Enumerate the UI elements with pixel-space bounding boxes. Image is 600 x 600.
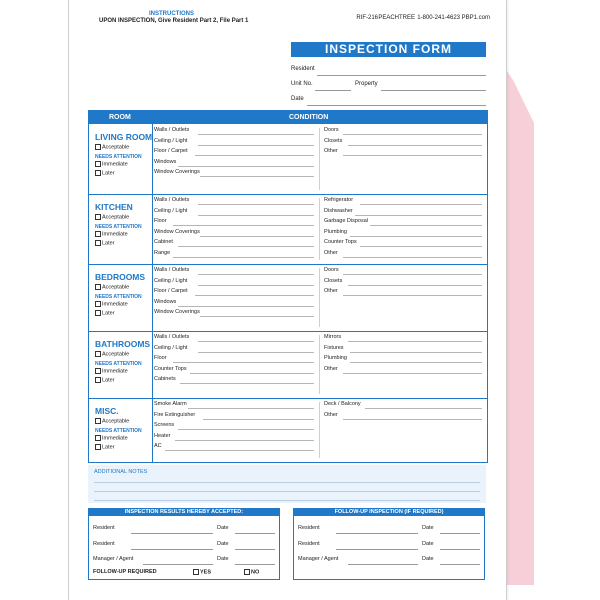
checkbox-icon bbox=[95, 351, 101, 357]
notes-line bbox=[94, 482, 480, 483]
condition-item-label: Walls / Outlets bbox=[154, 127, 190, 133]
condition-item-line bbox=[173, 225, 315, 226]
later-checkbox[interactable] bbox=[95, 170, 115, 176]
room-row bbox=[89, 331, 487, 399]
option-label: Immediate bbox=[102, 368, 128, 375]
condition-item-line bbox=[198, 134, 315, 135]
condition-item-line bbox=[360, 246, 482, 247]
signature-row[interactable] bbox=[298, 525, 480, 534]
condition-item-line bbox=[350, 352, 482, 353]
condition-item-label: Fire Extinguisher bbox=[154, 411, 196, 418]
acceptable-checkbox[interactable] bbox=[95, 214, 129, 220]
no-label: NO bbox=[251, 569, 260, 576]
condition-item[interactable] bbox=[154, 159, 314, 167]
option-label: Acceptable bbox=[102, 144, 130, 151]
condition-item[interactable] bbox=[154, 148, 314, 156]
option-label: Later bbox=[102, 444, 115, 451]
condition-item-line bbox=[200, 236, 314, 237]
unit-label: Unit No. bbox=[291, 81, 313, 87]
condition-item-line bbox=[198, 352, 315, 353]
condition-item-line bbox=[343, 373, 483, 374]
condition-item-label: Smoke Alarm bbox=[154, 401, 187, 407]
condition-item-label: Other bbox=[324, 250, 338, 256]
later-checkbox[interactable] bbox=[95, 444, 115, 450]
option-label: Immediate bbox=[102, 161, 128, 168]
condition-item[interactable] bbox=[324, 267, 482, 275]
option-label: Later bbox=[102, 170, 115, 177]
date-label: Date bbox=[291, 96, 304, 102]
notes-line bbox=[94, 491, 480, 492]
condition-item-label: Counter Tops bbox=[154, 365, 187, 372]
date-label: Date bbox=[217, 556, 229, 562]
condition-item-label: AC bbox=[154, 443, 162, 450]
room-name: LIVING ROOM bbox=[95, 132, 153, 142]
signature-row[interactable] bbox=[93, 541, 275, 550]
condition-column-separator bbox=[319, 268, 320, 327]
condition-item-label: Window Coverings bbox=[154, 169, 200, 176]
signature-label: Resident bbox=[298, 525, 320, 531]
instructions-label: INSTRUCTIONS bbox=[149, 11, 194, 17]
condition-item-label: Walls / Outlets bbox=[154, 197, 190, 203]
room-row bbox=[89, 264, 487, 332]
condition-item-label: Window Coverings bbox=[154, 309, 200, 316]
option-label: Acceptable bbox=[102, 284, 130, 291]
condition-item-label: Floor bbox=[154, 218, 167, 225]
property-line bbox=[381, 90, 486, 91]
condition-item[interactable] bbox=[324, 366, 482, 374]
condition-item-line bbox=[343, 419, 483, 420]
condition-item-line bbox=[343, 257, 483, 258]
condition-item[interactable] bbox=[154, 376, 314, 384]
condition-item[interactable] bbox=[154, 288, 314, 296]
condition-item-line bbox=[198, 341, 315, 342]
condition-item[interactable] bbox=[324, 208, 482, 216]
no-checkbox[interactable] bbox=[244, 569, 259, 575]
condition-item[interactable] bbox=[154, 366, 314, 374]
condition-column-separator bbox=[319, 335, 320, 394]
condition-item[interactable] bbox=[154, 334, 314, 342]
condition-item-label: Walls / Outlets bbox=[154, 334, 190, 340]
signature-row[interactable] bbox=[93, 556, 275, 565]
needs-attention-label: NEEDS ATTENTION bbox=[95, 154, 142, 160]
inspection-accepted-box bbox=[88, 508, 280, 580]
condition-item[interactable] bbox=[324, 197, 482, 205]
option-label: Immediate bbox=[102, 435, 128, 442]
brand-name: PEACHTREE bbox=[378, 15, 415, 21]
condition-item-line bbox=[195, 295, 314, 296]
option-label: Later bbox=[102, 310, 115, 317]
condition-item[interactable] bbox=[154, 229, 314, 237]
checkbox-icon bbox=[95, 170, 101, 176]
immediate-checkbox[interactable] bbox=[95, 161, 128, 167]
condition-item[interactable] bbox=[154, 443, 314, 451]
checkbox-icon bbox=[95, 435, 101, 441]
date-line bbox=[307, 105, 486, 106]
later-checkbox[interactable] bbox=[95, 310, 115, 316]
needs-attention-label: NEEDS ATTENTION bbox=[95, 294, 142, 300]
condition-item-label: Counter Tops bbox=[324, 239, 357, 246]
condition-item-line bbox=[365, 408, 482, 409]
condition-item-line bbox=[348, 285, 483, 286]
checkbox-icon bbox=[95, 310, 101, 316]
condition-item[interactable] bbox=[324, 218, 482, 226]
unit-line bbox=[315, 90, 351, 91]
condition-item[interactable] bbox=[154, 412, 314, 420]
date-line bbox=[235, 564, 275, 565]
condition-item[interactable] bbox=[324, 148, 482, 156]
condition-item-line bbox=[175, 440, 314, 441]
date-label: Date bbox=[422, 556, 434, 562]
checkbox-icon bbox=[95, 444, 101, 450]
condition-item-label: Deck / Balcony bbox=[324, 401, 361, 407]
checkbox-icon bbox=[95, 144, 101, 150]
signature-label: Resident bbox=[93, 525, 115, 531]
condition-column-separator bbox=[319, 402, 320, 458]
followup-required-label: FOLLOW-UP REQUIRED bbox=[93, 569, 157, 575]
condition-item-label: Plumbing bbox=[324, 228, 347, 235]
condition-item[interactable] bbox=[324, 334, 482, 342]
room-row bbox=[89, 124, 487, 195]
condition-item-line bbox=[190, 373, 314, 374]
condition-item-label: Cabinet bbox=[154, 239, 173, 246]
condition-item[interactable] bbox=[324, 229, 482, 237]
checkbox-icon bbox=[95, 161, 101, 167]
signature-line bbox=[131, 549, 213, 550]
condition-item-label: Ceiling / Light bbox=[154, 207, 188, 214]
needs-attention-label: NEEDS ATTENTION bbox=[95, 428, 142, 434]
checkbox-icon bbox=[95, 377, 101, 383]
later-checkbox[interactable] bbox=[95, 377, 115, 383]
condition-item[interactable] bbox=[324, 127, 482, 135]
immediate-checkbox[interactable] bbox=[95, 368, 128, 374]
checkbox-icon bbox=[95, 418, 101, 424]
acceptable-checkbox[interactable] bbox=[95, 144, 129, 150]
date-line bbox=[440, 533, 480, 534]
notes-label: ADDITIONAL NOTES bbox=[94, 469, 148, 475]
room-name: MISC. bbox=[95, 406, 119, 416]
condition-item-label: Other bbox=[324, 365, 338, 372]
condition-item-line bbox=[198, 145, 315, 146]
condition-item-label: Dishwasher bbox=[324, 207, 353, 214]
condition-item[interactable] bbox=[154, 127, 314, 135]
signature-row[interactable] bbox=[298, 556, 480, 565]
website: PBP1.com bbox=[461, 15, 490, 21]
signature-row[interactable] bbox=[93, 525, 275, 534]
option-label: Acceptable bbox=[102, 418, 130, 425]
signature-label: Resident bbox=[298, 541, 320, 547]
condition-item-label: Windows bbox=[154, 298, 177, 305]
condition-item[interactable] bbox=[154, 355, 314, 363]
condition-item[interactable] bbox=[154, 433, 314, 441]
accepted-title: INSPECTION RESULTS HEREBY ACCEPTED: bbox=[89, 509, 279, 516]
option-label: Immediate bbox=[102, 301, 128, 308]
acceptable-checkbox[interactable] bbox=[95, 284, 129, 290]
date-line bbox=[235, 533, 275, 534]
immediate-checkbox[interactable] bbox=[95, 435, 128, 441]
signature-label: Resident bbox=[93, 541, 115, 547]
condition-item[interactable] bbox=[154, 197, 314, 205]
condition-item-label: Closets bbox=[324, 277, 343, 284]
condition-item-label: Window Coverings bbox=[154, 228, 200, 235]
condition-item[interactable] bbox=[154, 299, 314, 307]
condition-item-label: Doors bbox=[324, 267, 339, 273]
resident-label: Resident bbox=[291, 66, 315, 72]
signature-line bbox=[143, 564, 213, 565]
condition-item-line bbox=[173, 257, 315, 258]
condition-item-line bbox=[178, 246, 315, 247]
condition-item[interactable] bbox=[154, 401, 314, 409]
signature-row[interactable] bbox=[298, 541, 480, 550]
followup-title: FOLLOW-UP INSPECTION (IF REQUIRED) bbox=[294, 509, 484, 516]
condition-item-label: Ceiling / Light bbox=[154, 137, 188, 144]
needs-attention-label: NEEDS ATTENTION bbox=[95, 361, 142, 367]
condition-item-line bbox=[343, 274, 483, 275]
acceptable-checkbox[interactable] bbox=[95, 351, 129, 357]
condition-item-line bbox=[343, 155, 483, 156]
instructions-text: UPON INSPECTION, Give Resident Part 2, File Part 1 bbox=[99, 18, 249, 24]
yes-checkbox-icon bbox=[193, 569, 199, 575]
acceptable-checkbox[interactable] bbox=[95, 418, 129, 424]
option-label: Later bbox=[102, 377, 115, 384]
room-name: KITCHEN bbox=[95, 202, 133, 212]
yes-checkbox[interactable] bbox=[193, 569, 211, 575]
option-label: Later bbox=[102, 240, 115, 247]
room-name: BATHROOMS bbox=[95, 339, 151, 349]
condition-item-label: Other bbox=[324, 411, 338, 418]
condition-column-separator bbox=[319, 198, 320, 260]
resident-field[interactable] bbox=[291, 66, 486, 76]
condition-item-line bbox=[200, 176, 314, 177]
checkbox-icon bbox=[95, 368, 101, 374]
condition-item-label: Ceiling / Light bbox=[154, 277, 188, 284]
condition-item-label: Mirrors bbox=[324, 334, 342, 340]
condition-item-label: Garbage Disposal bbox=[324, 218, 369, 225]
date-field[interactable] bbox=[291, 96, 486, 106]
condition-item[interactable] bbox=[154, 250, 314, 258]
condition-item[interactable] bbox=[154, 218, 314, 226]
condition-item-label: Cabinets bbox=[154, 376, 176, 383]
condition-item-label: Fixtures bbox=[324, 344, 344, 351]
condition-item-line bbox=[180, 383, 314, 384]
date-line bbox=[440, 549, 480, 550]
no-checkbox-icon bbox=[244, 569, 250, 575]
condition-item[interactable] bbox=[324, 355, 482, 363]
condition-item-label: Closets bbox=[324, 137, 343, 144]
condition-item-line bbox=[343, 295, 483, 296]
condition-item-line bbox=[178, 429, 315, 430]
date-label: Date bbox=[217, 541, 229, 547]
yes-label: YES bbox=[200, 569, 212, 576]
condition-item[interactable] bbox=[324, 250, 482, 258]
condition-item-label: Windows bbox=[154, 158, 177, 165]
signature-line bbox=[336, 533, 418, 534]
condition-item[interactable] bbox=[154, 138, 314, 146]
condition-item-line bbox=[360, 204, 482, 205]
condition-item-line bbox=[198, 274, 315, 275]
condition-column-separator bbox=[319, 128, 320, 190]
needs-attention-label: NEEDS ATTENTION bbox=[95, 224, 142, 230]
unit-property-field[interactable] bbox=[291, 81, 486, 91]
condition-item-line bbox=[188, 408, 315, 409]
condition-item[interactable] bbox=[324, 401, 482, 409]
condition-item-line bbox=[198, 285, 315, 286]
condition-item-label: Floor / Carpet bbox=[154, 148, 188, 155]
condition-column-header: CONDITION bbox=[289, 114, 329, 121]
condition-item-line bbox=[350, 236, 482, 237]
condition-item-line bbox=[198, 204, 315, 205]
option-label: Acceptable bbox=[102, 351, 130, 358]
condition-item[interactable] bbox=[154, 309, 314, 317]
date-line bbox=[440, 564, 480, 565]
phone-number: 1-800-241-4623 bbox=[417, 15, 460, 21]
property-label: Property bbox=[355, 81, 378, 87]
condition-item-label: Other bbox=[324, 288, 338, 295]
condition-item[interactable] bbox=[324, 239, 482, 247]
condition-item-label: Heater bbox=[154, 432, 171, 439]
signature-label: Manager / Agent bbox=[93, 556, 134, 562]
condition-item-line bbox=[350, 362, 482, 363]
form-title: INSPECTION FORM bbox=[291, 42, 486, 57]
condition-item[interactable] bbox=[154, 422, 314, 430]
condition-item-line bbox=[370, 225, 482, 226]
additional-notes[interactable] bbox=[88, 465, 486, 503]
immediate-checkbox[interactable] bbox=[95, 301, 128, 307]
condition-item-line bbox=[195, 155, 314, 156]
date-label: Date bbox=[217, 525, 229, 531]
condition-item[interactable] bbox=[154, 208, 314, 216]
date-label: Date bbox=[422, 525, 434, 531]
signature-label: Manager / Agent bbox=[298, 556, 339, 562]
condition-item-line bbox=[165, 450, 314, 451]
condition-item-label: Screens bbox=[154, 422, 175, 429]
condition-item-label: Refrigerator bbox=[324, 197, 354, 203]
condition-item-line bbox=[178, 166, 315, 167]
condition-item[interactable] bbox=[154, 278, 314, 286]
followup-inspection-box bbox=[293, 508, 485, 580]
form-code: RIF-216 bbox=[356, 15, 378, 21]
condition-item-line bbox=[178, 306, 315, 307]
condition-item[interactable] bbox=[154, 169, 314, 177]
signature-line bbox=[348, 564, 418, 565]
condition-item-line bbox=[173, 362, 315, 363]
condition-item-line bbox=[198, 215, 315, 216]
condition-item[interactable] bbox=[324, 345, 482, 353]
checkbox-icon bbox=[95, 231, 101, 237]
table-header bbox=[89, 111, 487, 124]
checkbox-icon bbox=[95, 240, 101, 246]
date-label: Date bbox=[422, 541, 434, 547]
condition-item-label: Floor / Carpet bbox=[154, 288, 188, 295]
condition-item[interactable] bbox=[324, 412, 482, 420]
condition-item-line bbox=[348, 145, 483, 146]
condition-item-label: Other bbox=[324, 148, 338, 155]
condition-item-label: Plumbing bbox=[324, 355, 347, 362]
condition-item-label: Doors bbox=[324, 127, 339, 133]
condition-item-line bbox=[200, 316, 314, 317]
option-label: Immediate bbox=[102, 231, 128, 238]
room-row bbox=[89, 194, 487, 265]
later-checkbox[interactable] bbox=[95, 240, 115, 246]
room-row bbox=[89, 398, 487, 462]
condition-item[interactable] bbox=[324, 288, 482, 296]
resident-line bbox=[317, 75, 486, 76]
condition-table bbox=[88, 110, 488, 463]
room-name: BEDROOMS bbox=[95, 272, 146, 282]
condition-item-label: Range bbox=[154, 250, 171, 256]
option-label: Acceptable bbox=[102, 214, 130, 221]
condition-item[interactable] bbox=[154, 239, 314, 247]
signature-line bbox=[336, 549, 418, 550]
condition-item[interactable] bbox=[154, 345, 314, 353]
checkbox-icon bbox=[95, 284, 101, 290]
form-sheet bbox=[68, 0, 507, 600]
condition-item-label: Ceiling / Light bbox=[154, 344, 188, 351]
room-column-header: ROOM bbox=[109, 114, 131, 121]
condition-item-label: Floor bbox=[154, 355, 167, 362]
condition-item-line bbox=[203, 419, 315, 420]
checkbox-icon bbox=[95, 301, 101, 307]
notes-line bbox=[94, 500, 480, 501]
condition-item[interactable] bbox=[324, 278, 482, 286]
checkbox-icon bbox=[95, 214, 101, 220]
condition-item[interactable] bbox=[154, 267, 314, 275]
condition-item-line bbox=[355, 215, 482, 216]
condition-item-line bbox=[348, 341, 483, 342]
condition-item-label: Walls / Outlets bbox=[154, 267, 190, 273]
immediate-checkbox[interactable] bbox=[95, 231, 128, 237]
signature-line bbox=[131, 533, 213, 534]
date-line bbox=[235, 549, 275, 550]
condition-item[interactable] bbox=[324, 138, 482, 146]
condition-item-line bbox=[343, 134, 483, 135]
